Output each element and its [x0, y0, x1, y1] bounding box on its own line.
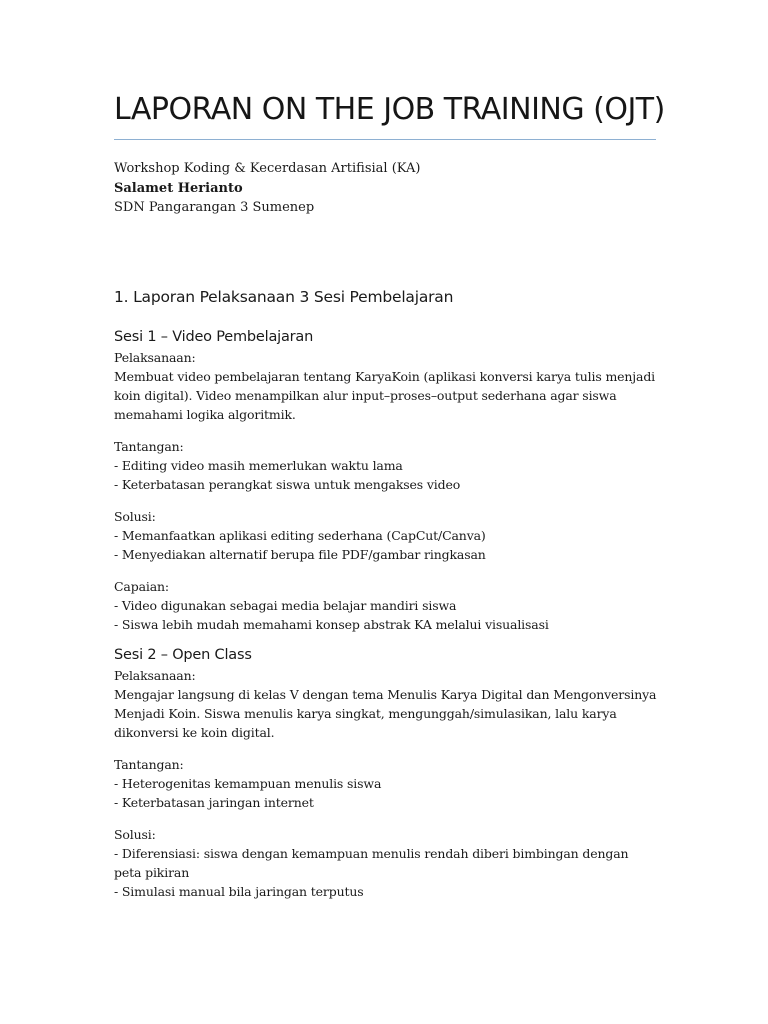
list-item: - Siswa lebih mudah memahami konsep abstrak KA melalui visualisasi	[114, 617, 549, 632]
title-underline	[114, 139, 656, 140]
list-item: - Keterbatasan perangkat siswa untuk mengakses video	[114, 477, 461, 492]
list-item: - Simulasi manual bila jaringan terputus	[114, 884, 364, 899]
sesi1-capaian	[114, 577, 659, 634]
program-name: Workshop Koding & Kecerdasan Artifisial (KA)	[114, 161, 421, 176]
list-item: - Keterbatasan jaringan internet	[114, 795, 314, 810]
sesi1-pelaksanaan	[114, 348, 659, 424]
sesi2-solusi	[114, 825, 659, 901]
list-item: - Menyediakan alternatif berupa file PDF/gambar ringkasan	[114, 547, 486, 562]
sesi2-solusi-label: Solusi:	[114, 827, 156, 842]
list-item: - Heterogenitas kemampuan menulis siswa	[114, 776, 382, 791]
sesi1-heading: Sesi 1 – Video Pembelajaran	[114, 329, 314, 345]
section-heading: 1. Laporan Pelaksanaan 3 Sesi Pembelajaran	[114, 288, 454, 306]
document-meta	[114, 159, 420, 218]
sesi1-tantangan-label: Tantangan:	[114, 439, 184, 454]
sesi2-tantangan	[114, 755, 659, 812]
sesi1-pelaksanaan-text: Membuat video pembelajaran tentang KaryaKoin (aplikasi konversi karya tulis menjadi koin digital). Video menampilkan alur input–proses–output sederhana agar siswa memahami logika algoritmik.	[114, 369, 656, 422]
author-name: Salamet Herianto	[114, 180, 243, 196]
sesi1-solusi-label: Solusi:	[114, 509, 156, 524]
document-title: LAPORAN ON THE JOB TRAINING (OJT)	[114, 92, 665, 127]
sesi1-tantangan	[114, 437, 659, 494]
sesi2-pelaksanaan-text: Mengajar langsung di kelas V dengan tema Menulis Karya Digital dan Mengonversinya Menjadi Koin. Siswa menulis karya singkat, mengunggah/simulasikan, lalu karya dikonversi ke koin digital.	[114, 687, 657, 740]
report-content	[114, 288, 659, 914]
sesi1-solusi	[114, 507, 659, 564]
list-item: - Diferensiasi: siswa dengan kemampuan menulis rendah diberi bimbingan dengan peta pikiran	[114, 846, 629, 880]
school-name: SDN Pangarangan 3 Sumenep	[114, 200, 315, 215]
list-item: - Video digunakan sebagai media belajar mandiri siswa	[114, 598, 457, 613]
sesi2-pelaksanaan-label: Pelaksanaan:	[114, 668, 196, 683]
list-item: - Editing video masih memerlukan waktu lama	[114, 458, 403, 473]
sesi2-pelaksanaan	[114, 666, 659, 742]
sesi1-capaian-label: Capaian:	[114, 579, 169, 594]
sesi2-tantangan-label: Tantangan:	[114, 757, 184, 772]
sesi2-heading: Sesi 2 – Open Class	[114, 647, 252, 663]
sesi1-pelaksanaan-label: Pelaksanaan:	[114, 350, 196, 365]
list-item: - Memanfaatkan aplikasi editing sederhana (CapCut/Canva)	[114, 528, 486, 543]
